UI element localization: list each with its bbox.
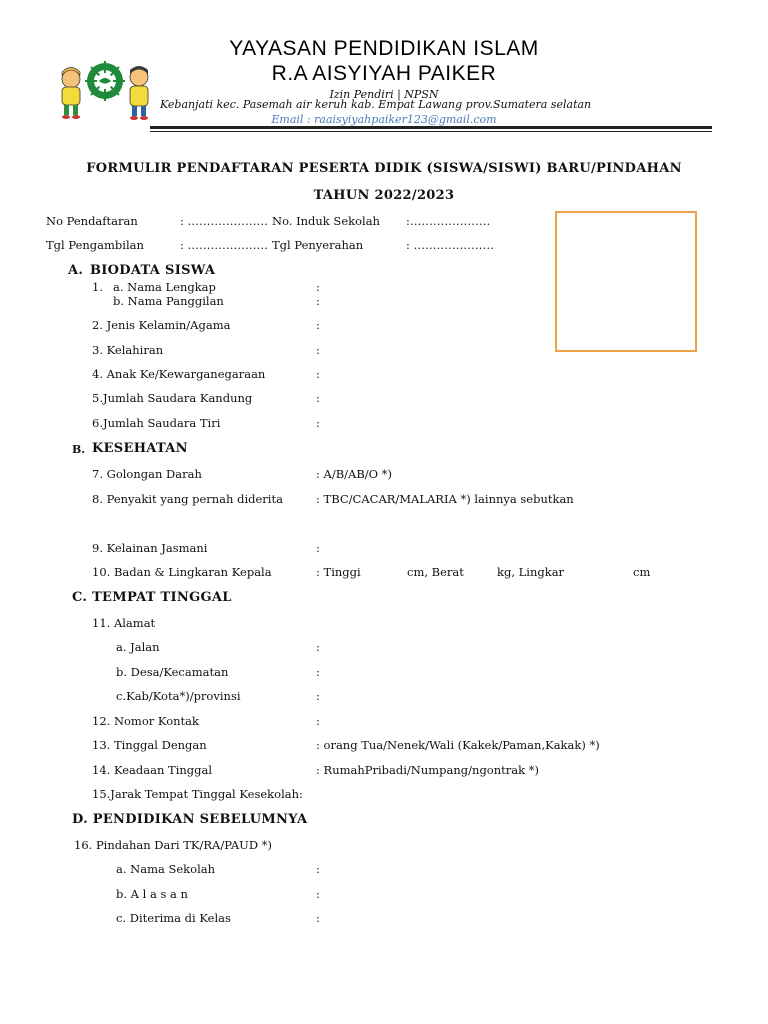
foundation-name: YAYASAN PENDIDIKAN ISLAM [229,37,539,60]
item-6-label: 6.Jumlah Saudara Tiri [92,416,221,430]
item-12-colon: : [316,714,320,728]
item-4-label: 4. Anak Ke/Kewarganegaraan [92,367,266,381]
item-16a-colon: : [316,862,320,876]
section-a-title: BIODATA SISWA [90,263,216,278]
item-13-label: 13. Tinggal Dengan [92,738,207,752]
photo-box[interactable] [555,211,697,352]
item-2-label: 2. Jenis Kelamin/Agama [92,318,231,332]
form-year: TAHUN 2022/2023 [313,188,455,203]
item-16b-colon: : [316,887,320,901]
item-16c-colon: : [316,911,320,925]
item-16b-label: b. A l a s a n [116,887,188,901]
item-1b-colon: : [316,294,320,308]
no-pendaftaran-field[interactable]: : ………………… [180,214,269,228]
tgl-pengambilan-label: Tgl Pengambilan [46,238,144,252]
item-9-label: 9. Kelainan Jasmani [92,541,208,555]
no-induk-label: No. Induk Sekolah [272,214,380,228]
item-16-label: 16. Pindahan Dari TK/RA/PAUD *) [74,838,272,852]
permit-line: Izin Pendiri | NPSN [329,88,439,101]
item-10-cm-berat: cm, Berat [407,565,464,579]
item-9-colon: : [316,541,320,555]
tgl-penyerahan-label: Tgl Penyerahan [272,238,364,252]
form-title: FORMULIR PENDAFTARAN PESERTA DIDIK (SISWA/SISWI) BARU/PINDAHAN [86,161,682,176]
header-divider-thin [150,131,712,132]
item-10-label: 10. Badan & Lingkaran Kepala [92,565,272,579]
item-1a-colon: : [316,280,320,294]
item-10-tinggi: : Tinggi [316,565,361,579]
item-10-cm: cm [633,565,651,579]
section-b-letter: B. [72,443,86,456]
header-divider-thick [150,126,712,129]
tgl-penyerahan-field[interactable]: : ………………… [406,238,495,252]
item-5-label: 5.Jumlah Saudara Kandung [92,391,253,405]
item-11c-colon: : [316,689,320,703]
item-1a-label: a. Nama Lengkap [113,280,216,294]
email-line: Email : raaisyiyahpaiker123@gmail.com [271,113,497,126]
item-16c-label: c. Diterima di Kelas [116,911,231,925]
item-11b-colon: : [316,665,320,679]
item-8-value: : TBC/CACAR/MALARIA *) lainnya sebutkan [316,492,574,506]
item-8-label: 8. Penyakit yang pernah diderita [92,492,283,506]
item-16a-label: a. Nama Sekolah [116,862,216,876]
item-11a-colon: : [316,640,320,654]
item-2-colon: : [316,318,320,332]
item-11c-label: c.Kab/Kota*)/provinsi [116,689,241,703]
no-induk-field[interactable]: :………………… [406,214,491,228]
no-pendaftaran-label: No Pendaftaran [46,214,138,228]
tgl-pengambilan-field[interactable]: : ………………… [180,238,269,252]
item-11b-label: b. Desa/Kecamatan [116,665,229,679]
section-d-title: D. PENDIDIKAN SEBELUMNYA [72,812,308,827]
section-b-title: KESEHATAN [92,441,188,456]
item-5-colon: : [316,391,320,405]
item-12-label: 12. Nomor Kontak [92,714,199,728]
section-a-letter: A. [68,263,84,278]
item-11a-label: a. Jalan [116,640,160,654]
item-11-label: 11. Alamat [92,616,156,630]
address-line: Kebanjati kec. Pasemah air keruh kab. Empat Lawang prov.Sumatera selatan [160,98,592,111]
item-15-label: 15.Jarak Tempat Tinggal Kesekolah: [92,787,303,801]
item-1-number: 1. [92,280,103,294]
item-3-label: 3. Kelahiran [92,343,164,357]
school-name: R.A AISYIYAH PAIKER [271,62,497,85]
section-c-title: C. TEMPAT TINGGAL [72,590,232,605]
item-6-colon: : [316,416,320,430]
item-13-value: : orang Tua/Nenek/Wali (Kakek/Paman,Kakak) *) [316,738,600,752]
item-10-kg-lingkar: kg, Lingkar [497,565,565,579]
item-14-label: 14. Keadaan Tinggal [92,763,213,777]
item-7-label: 7. Golongan Darah [92,467,202,481]
item-3-colon: : [316,343,320,357]
item-7-value: : A/B/AB/O *) [316,467,392,481]
item-14-value: : RumahPribadi/Numpang/ngontrak *) [316,763,539,777]
item-1b-label: b. Nama Panggilan [113,294,224,308]
item-4-colon: : [316,367,320,381]
